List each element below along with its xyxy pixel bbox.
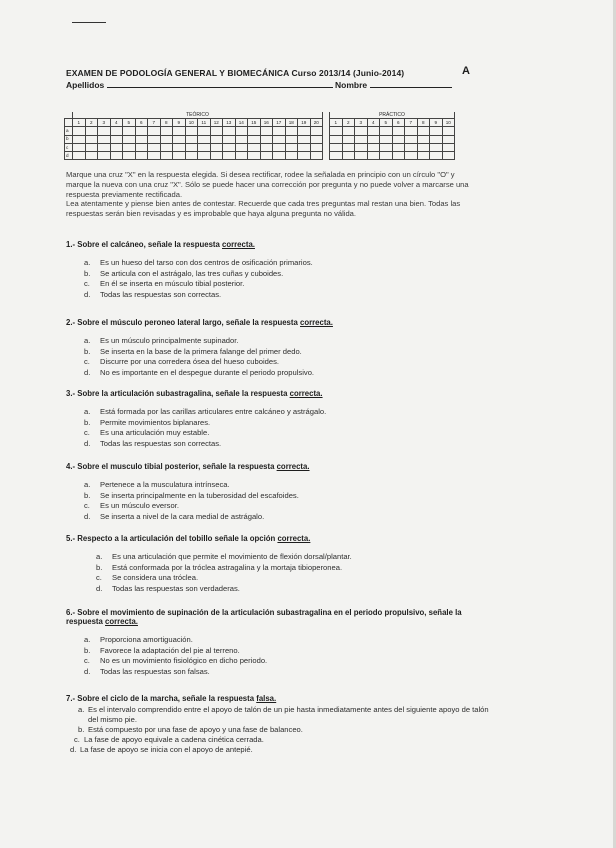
answer-cell[interactable] <box>330 135 343 143</box>
instruction-line: Marque una cruz "X" en la respuesta elegida. Si desea rectificar, rodee la señalada en principio con un círculo "O" y <box>66 170 455 179</box>
question-stem <box>66 694 489 703</box>
answer-cell[interactable] <box>160 135 173 143</box>
practico-number: 8 <box>417 119 430 127</box>
answer-cell[interactable] <box>123 152 136 160</box>
answer-cell[interactable] <box>285 152 298 160</box>
answer-cell[interactable] <box>98 152 111 160</box>
answer-table <box>64 112 455 160</box>
option-letter: c. <box>84 357 90 367</box>
answer-cell[interactable] <box>148 135 161 143</box>
option-text: Está compuesto por una fase de apoyo y una fase de balanceo. <box>88 725 303 734</box>
option-letter: d. <box>84 289 91 299</box>
option-letter: c. <box>84 428 90 438</box>
teorico-number: 20 <box>310 119 323 127</box>
question-emphasis: falsa. <box>256 694 277 703</box>
answer-option <box>66 279 313 290</box>
option-text: Es un músculo principalmente supinador. <box>100 336 239 345</box>
answer-cell[interactable] <box>185 135 198 143</box>
practico-label: PRÁCTICO <box>330 112 455 119</box>
grid-answer-row <box>65 143 455 151</box>
answer-cell[interactable] <box>185 152 198 160</box>
answer-cell[interactable] <box>273 127 286 135</box>
grid-row-label <box>65 119 73 127</box>
option-text: Todas las respuestas son verdaderas. <box>112 583 240 593</box>
answer-cell[interactable] <box>442 152 455 160</box>
option-letter: d. <box>70 745 77 754</box>
answer-option <box>66 656 462 667</box>
grid-gap <box>323 119 330 127</box>
grid-row-label: d <box>65 152 73 160</box>
answer-option <box>66 584 352 595</box>
answer-option <box>66 491 310 502</box>
answer-cell[interactable] <box>273 135 286 143</box>
question-emphasis: correcta. <box>289 389 323 398</box>
answer-cell[interactable] <box>367 127 380 135</box>
answer-cell[interactable] <box>198 127 211 135</box>
option-text: No es importante en el despegue durante el periodo propulsivo. <box>100 367 315 377</box>
question <box>66 608 462 677</box>
answer-cell[interactable] <box>173 143 186 151</box>
answer-cell[interactable] <box>298 152 311 160</box>
answer-option <box>66 715 489 725</box>
answer-cell[interactable] <box>430 135 443 143</box>
practico-number: 6 <box>392 119 405 127</box>
answer-cell[interactable] <box>392 127 405 135</box>
teorico-label: TEÓRICO <box>73 112 323 119</box>
answer-cell[interactable] <box>198 152 211 160</box>
answer-cell[interactable] <box>430 127 443 135</box>
option-text: Se inserta a nivel de la cara medial de astrágalo. <box>100 511 265 521</box>
answer-option <box>66 439 326 450</box>
answer-cell[interactable] <box>310 143 323 151</box>
answer-option <box>66 357 333 368</box>
answer-cell[interactable] <box>417 135 430 143</box>
answer-option <box>66 646 462 657</box>
teorico-number: 1 <box>73 119 86 127</box>
answer-cell[interactable] <box>185 127 198 135</box>
option-letter: a. <box>84 407 91 416</box>
option-text: Es un músculo eversor. <box>100 501 179 511</box>
answer-option <box>66 745 489 755</box>
answer-option <box>66 705 489 715</box>
option-letter: a. <box>78 705 85 714</box>
answer-cell[interactable] <box>85 127 98 135</box>
answer-cell[interactable] <box>148 127 161 135</box>
option-text: Se articula con el astrágalo, las tres cuñas y cuboides. <box>100 268 284 278</box>
option-letter: c. <box>74 735 80 744</box>
option-text: Es una articulación muy estable. <box>100 428 210 438</box>
option-letter: a. <box>84 635 91 644</box>
answer-option <box>66 552 352 563</box>
answer-cell[interactable] <box>330 127 343 135</box>
option-text: Es una articulación que permite el movimiento de flexión dorsal/plantar. <box>112 552 352 561</box>
answer-cell[interactable] <box>330 152 343 160</box>
answer-cell[interactable] <box>73 143 86 151</box>
question-emphasis: correcta. <box>300 318 333 327</box>
answer-cell[interactable] <box>223 127 236 135</box>
grid-row-label: b <box>65 135 73 143</box>
practico-number: 4 <box>367 119 380 127</box>
option-letter: b. <box>84 490 91 500</box>
practico-number: 7 <box>405 119 418 127</box>
answer-option <box>66 418 326 429</box>
option-letter: c. <box>96 573 102 583</box>
option-letter: c. <box>84 279 90 289</box>
question-stem <box>66 318 333 327</box>
question-stem <box>66 534 352 543</box>
exam-header <box>66 65 546 91</box>
option-letter: d. <box>84 511 91 521</box>
answer-cell[interactable] <box>210 135 223 143</box>
answer-option <box>66 501 310 512</box>
answer-cell[interactable] <box>392 152 405 160</box>
answer-cell[interactable] <box>85 135 98 143</box>
question-stem <box>66 240 313 249</box>
answer-cell[interactable] <box>98 135 111 143</box>
teorico-number: 6 <box>135 119 148 127</box>
answer-cell[interactable] <box>210 143 223 151</box>
teorico-number: 4 <box>110 119 123 127</box>
answer-cell[interactable] <box>110 143 123 151</box>
answer-cell[interactable] <box>355 127 368 135</box>
answer-cell[interactable] <box>198 143 211 151</box>
answer-cell[interactable] <box>160 127 173 135</box>
option-letter: c. <box>84 501 90 511</box>
answer-cell[interactable] <box>235 127 248 135</box>
instruction-line: Lea atentamente y piense bien antes de contestar. Recuerde que cada tres preguntas mal restan una bien. Todas las <box>66 199 461 209</box>
answer-cell[interactable] <box>260 127 273 135</box>
answer-cell[interactable] <box>367 135 380 143</box>
teorico-number: 14 <box>235 119 248 127</box>
question-text: 2.- Sobre el músculo peroneo lateral largo, señale la respuesta <box>66 318 300 327</box>
instruction-line: marque la nueva con una cruz "X". Sólo se puede hacer una corrección por pregunta y no puede volver a marcarse una <box>66 179 469 189</box>
answer-cell[interactable] <box>73 152 86 160</box>
answer-cell[interactable] <box>285 135 298 143</box>
answer-cell[interactable] <box>342 152 355 160</box>
answer-cell[interactable] <box>380 152 393 160</box>
answer-option <box>66 667 462 678</box>
answer-cell[interactable] <box>417 152 430 160</box>
answer-cell[interactable] <box>110 152 123 160</box>
answer-cell[interactable] <box>235 152 248 160</box>
option-text: Se considera una tróclea. <box>112 573 199 583</box>
answer-cell[interactable] <box>355 143 368 151</box>
option-text: Discurre por una corredera ósea del hueso cuboides. <box>100 357 279 367</box>
answer-cell[interactable] <box>260 152 273 160</box>
answer-cell[interactable] <box>405 143 418 151</box>
option-text: Está formada por las carillas articulares entre calcáneo y astrágalo. <box>100 407 327 416</box>
answer-option <box>66 563 352 574</box>
question <box>66 389 326 449</box>
answer-option <box>66 725 489 735</box>
answer-cell[interactable] <box>110 127 123 135</box>
answer-cell[interactable] <box>248 127 261 135</box>
apellidos-field[interactable] <box>107 79 333 88</box>
teorico-number: 17 <box>273 119 286 127</box>
answer-cell[interactable] <box>442 135 455 143</box>
instructions <box>66 170 552 219</box>
answer-cell[interactable] <box>98 143 111 151</box>
answer-option <box>66 635 462 646</box>
answer-cell[interactable] <box>85 143 98 151</box>
grid-answer-row <box>65 127 455 135</box>
answer-cell[interactable] <box>392 135 405 143</box>
answer-cell[interactable] <box>173 135 186 143</box>
option-text: del mismo pie. <box>88 715 137 724</box>
answer-cell[interactable] <box>298 135 311 143</box>
answer-cell[interactable] <box>223 152 236 160</box>
answer-cell[interactable] <box>298 143 311 151</box>
option-letter: a. <box>96 552 103 561</box>
answer-cell[interactable] <box>442 143 455 151</box>
answer-cell[interactable] <box>285 127 298 135</box>
option-letter: b. <box>84 417 91 427</box>
question-emphasis: correcta. <box>222 240 255 249</box>
option-text: Es el intervalo comprendido entre el apoyo de talón de un pie hasta inmediatamente antes del siguiente apoyo de talón <box>88 705 489 714</box>
grid-gap <box>323 143 330 151</box>
answer-cell[interactable] <box>210 152 223 160</box>
practico-number: 2 <box>342 119 355 127</box>
option-text: Proporciona amortiguación. <box>100 635 193 644</box>
name-fields <box>66 79 546 91</box>
option-letter: b. <box>84 645 91 655</box>
option-text: En él se inserta en músculo tibial posterior. <box>100 279 245 289</box>
answer-option <box>66 512 310 523</box>
teorico-number: 3 <box>98 119 111 127</box>
nombre-field[interactable] <box>370 79 452 88</box>
answer-cell[interactable] <box>185 143 198 151</box>
answer-option <box>66 368 333 379</box>
question-text: 1.- Sobre el calcáneo, señale la respuesta <box>66 240 223 249</box>
option-text: No es un movimiento fisiológico en dicho periodo. <box>100 656 268 666</box>
grid-gap <box>323 135 330 143</box>
answer-cell[interactable] <box>135 127 148 135</box>
answer-cell[interactable] <box>285 143 298 151</box>
answer-cell[interactable] <box>248 143 261 151</box>
option-letter: a. <box>84 258 91 267</box>
teorico-number: 18 <box>285 119 298 127</box>
answer-cell[interactable] <box>310 152 323 160</box>
option-letter: d. <box>84 666 91 676</box>
answer-cell[interactable] <box>223 143 236 151</box>
question-stem <box>66 608 462 626</box>
teorico-number: 8 <box>160 119 173 127</box>
answer-cell[interactable] <box>310 127 323 135</box>
teorico-number: 5 <box>123 119 136 127</box>
option-text: La fase de apoyo se inicia con el apoyo de antepié. <box>80 745 253 754</box>
answer-cell[interactable] <box>135 152 148 160</box>
answer-cell[interactable] <box>355 152 368 160</box>
answer-cell[interactable] <box>417 127 430 135</box>
answer-cell[interactable] <box>330 143 343 151</box>
option-letter: b. <box>78 725 85 734</box>
practico-number: 3 <box>355 119 368 127</box>
answer-cell[interactable] <box>148 143 161 151</box>
option-text: Favorece la adaptación del pie al terreno. <box>100 645 240 655</box>
teorico-number: 13 <box>223 119 236 127</box>
question-stem <box>66 389 326 398</box>
practico-number: 1 <box>330 119 343 127</box>
answer-cell[interactable] <box>110 135 123 143</box>
exam-variant: A <box>462 65 470 77</box>
option-text: Se inserta principalmente en la tuberosidad del escafoides. <box>100 490 299 500</box>
option-text: Todas las respuestas son correctas. <box>100 438 222 448</box>
answer-cell[interactable] <box>160 143 173 151</box>
grid-number-row <box>65 119 455 127</box>
answer-cell[interactable] <box>342 143 355 151</box>
answer-cell[interactable] <box>248 135 261 143</box>
answer-cell[interactable] <box>273 152 286 160</box>
answer-cell[interactable] <box>198 135 211 143</box>
answer-cell[interactable] <box>342 127 355 135</box>
answer-option <box>66 407 326 418</box>
answer-cell[interactable] <box>430 152 443 160</box>
option-letter: b. <box>84 346 91 356</box>
option-letter: a. <box>84 336 91 345</box>
answer-option <box>66 735 489 745</box>
answer-cell[interactable] <box>135 135 148 143</box>
teorico-number: 7 <box>148 119 161 127</box>
answer-cell[interactable] <box>260 143 273 151</box>
question-emphasis: correcta. <box>277 534 311 543</box>
answer-cell[interactable] <box>430 143 443 151</box>
teorico-number: 12 <box>210 119 223 127</box>
answer-cell[interactable] <box>123 127 136 135</box>
answer-cell[interactable] <box>223 135 236 143</box>
option-text: Permite movimientos biplanares. <box>100 417 211 427</box>
option-letter: b. <box>84 268 91 278</box>
answer-option <box>66 258 313 269</box>
exam-title: EXAMEN DE PODOLOGÍA GENERAL Y BIOMECÁNICA Curso 2013/14 (Junio-2014) <box>66 68 405 78</box>
answer-cell[interactable] <box>380 127 393 135</box>
question-text: 3.- Sobre la articulación subastragalina, señale la respuesta <box>66 389 290 398</box>
answer-cell[interactable] <box>260 135 273 143</box>
answer-cell[interactable] <box>235 135 248 143</box>
answer-grid <box>64 112 455 160</box>
teorico-number: 15 <box>248 119 261 127</box>
option-text: Todas las respuestas son correctas. <box>100 289 222 299</box>
answer-cell[interactable] <box>173 127 186 135</box>
answer-cell[interactable] <box>210 127 223 135</box>
answer-cell[interactable] <box>123 135 136 143</box>
answer-cell[interactable] <box>367 143 380 151</box>
option-text: Pertenece a la musculatura intrínseca. <box>100 480 230 489</box>
question-text: 4.- Sobre el musculo tibial posterior, señale la respuesta <box>66 462 277 471</box>
option-text: Se inserta en la base de la primera falange del primer dedo. <box>100 346 302 356</box>
question-emphasis: correcta. <box>105 617 138 626</box>
option-letter: d. <box>84 438 91 448</box>
answer-cell[interactable] <box>98 127 111 135</box>
option-text: Todas las respuestas son falsas. <box>100 666 210 676</box>
question <box>66 318 333 378</box>
answer-option <box>66 428 326 439</box>
practico-number: 5 <box>380 119 393 127</box>
answer-cell[interactable] <box>380 135 393 143</box>
practico-number: 9 <box>430 119 443 127</box>
option-letter: d. <box>84 367 91 377</box>
instruction-line: respuesta previamente rectificada. <box>66 189 183 199</box>
answer-cell[interactable] <box>405 152 418 160</box>
teorico-number: 10 <box>185 119 198 127</box>
answer-cell[interactable] <box>135 143 148 151</box>
apellidos-label: Apellidos <box>66 80 105 90</box>
answer-cell[interactable] <box>248 152 261 160</box>
question-stem <box>66 462 310 471</box>
option-letter: a. <box>84 480 91 489</box>
practico-number: 10 <box>442 119 455 127</box>
grid-row-label: c <box>65 143 73 151</box>
answer-cell[interactable] <box>392 143 405 151</box>
instruction-line: respuestas serán bien revisadas y es improbable que haya alguna pregunta no válida. <box>66 209 357 219</box>
question-text: 5.- Respecto a la articulación del tobillo señale la opción <box>66 534 278 543</box>
answer-option <box>66 573 352 584</box>
question <box>66 534 352 594</box>
grid-answer-row <box>65 135 455 143</box>
grid-answer-row <box>65 152 455 160</box>
answer-cell[interactable] <box>298 127 311 135</box>
option-text: Está conformada por la tróclea astragalina y la mortaja tibioperonea. <box>112 562 343 572</box>
answer-cell[interactable] <box>355 135 368 143</box>
answer-cell[interactable] <box>73 127 86 135</box>
teorico-number: 2 <box>85 119 98 127</box>
top-mark-line <box>72 22 106 23</box>
option-letter: c. <box>84 656 90 666</box>
answer-cell[interactable] <box>235 143 248 151</box>
answer-cell[interactable] <box>85 152 98 160</box>
answer-cell[interactable] <box>442 127 455 135</box>
answer-cell[interactable] <box>367 152 380 160</box>
answer-cell[interactable] <box>273 143 286 151</box>
option-letter: d. <box>96 583 103 593</box>
question-text: 6.- Sobre el movimiento de supinación de la articulación subastragalina en el periodo propulsivo, señale la <box>66 608 462 617</box>
answer-cell[interactable] <box>148 152 161 160</box>
option-letter: b. <box>96 562 103 572</box>
answer-cell[interactable] <box>173 152 186 160</box>
question <box>66 694 489 755</box>
answer-cell[interactable] <box>310 135 323 143</box>
teorico-number: 19 <box>298 119 311 127</box>
grid-gap <box>323 127 330 135</box>
nombre-label: Nombre <box>335 80 368 90</box>
answer-cell[interactable] <box>405 127 418 135</box>
answer-cell[interactable] <box>380 143 393 151</box>
answer-option <box>66 336 333 347</box>
answer-cell[interactable] <box>405 135 418 143</box>
answer-cell[interactable] <box>73 135 86 143</box>
answer-cell[interactable] <box>342 135 355 143</box>
question-text-continued: respuesta <box>66 617 106 626</box>
teorico-number: 16 <box>260 119 273 127</box>
answer-option <box>66 480 310 491</box>
question <box>66 462 310 522</box>
question-text: 7.- Sobre el ciclo de la marcha, señale la respuesta <box>66 694 257 703</box>
grid-row-label: a <box>65 127 73 135</box>
answer-cell[interactable] <box>160 152 173 160</box>
question-emphasis: correcta. <box>276 462 310 471</box>
answer-cell[interactable] <box>123 143 136 151</box>
answer-option <box>66 290 313 301</box>
answer-cell[interactable] <box>417 143 430 151</box>
teorico-number: 11 <box>198 119 211 127</box>
answer-option <box>66 347 333 358</box>
teorico-number: 9 <box>173 119 186 127</box>
answer-option <box>66 269 313 280</box>
option-text: La fase de apoyo equivale a cadena cinética cerrada. <box>84 735 264 744</box>
option-text: Es un hueso del tarso con dos centros de osificación primarios. <box>100 258 313 267</box>
question <box>66 240 313 300</box>
grid-gap <box>323 152 330 160</box>
